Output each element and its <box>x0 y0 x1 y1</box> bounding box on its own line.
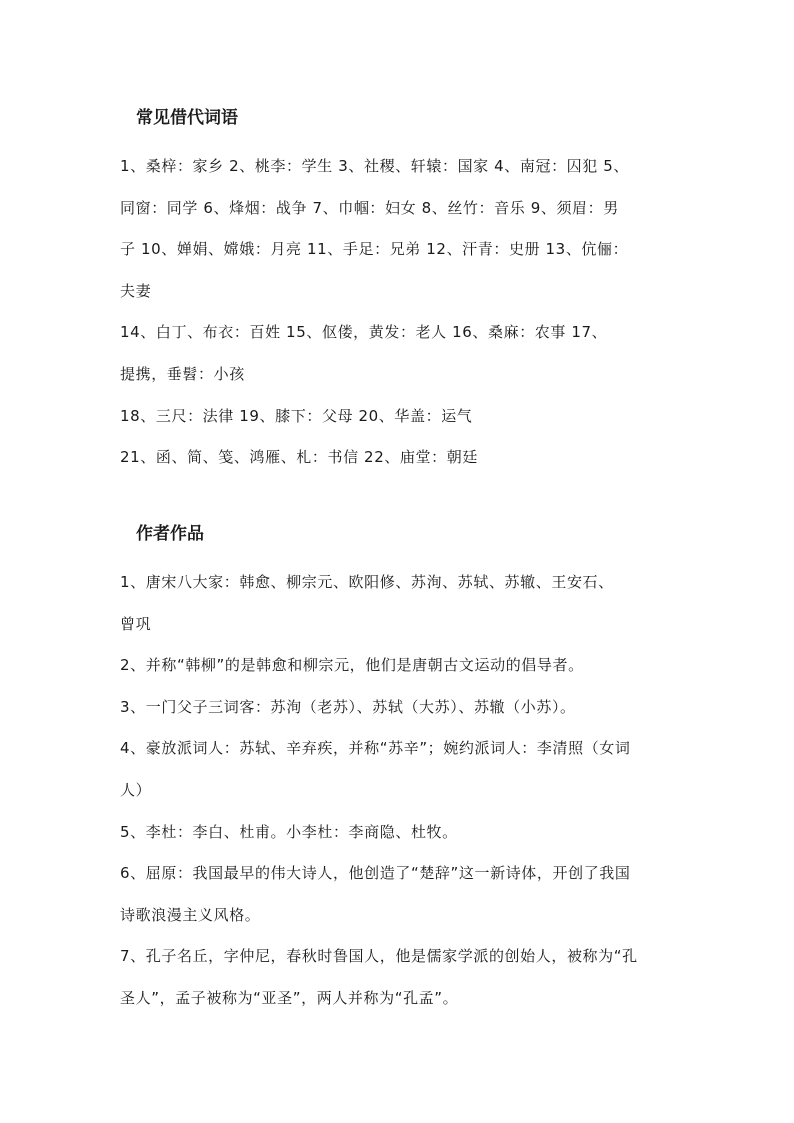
text-line: 诗歌浪漫主义风格。 <box>120 905 261 924</box>
text-line: 夫妻 <box>120 281 152 300</box>
text-line: 6、屈原：我国最早的伟大诗人，他创造了“楚辞”这一新诗体，开创了我国 <box>120 864 631 883</box>
text-line: 1、唐宋八大家：韩愈、柳宗元、欧阳修、苏洵、苏轼、苏辙、王安石、 <box>120 573 614 591</box>
paragraph <box>120 936 688 1019</box>
section-common-metonymy <box>120 106 688 479</box>
text-line: 5、李杜：李白、杜甫。小李杜：李商隐、杜牧。 <box>120 822 458 841</box>
text-line: 人） <box>120 780 152 799</box>
paragraph <box>120 645 688 687</box>
text-line: 4、豪放派词人：苏轼、辛弃疾，并称“苏辛”；婉约派词人：李清照（女词 <box>120 739 631 758</box>
section-title: 常见借代词语 <box>136 108 238 128</box>
section-authors-works <box>120 522 688 1020</box>
paragraph <box>120 437 688 479</box>
text-line: 提携，垂髫：小孩 <box>120 364 245 383</box>
text-line: 7、孔子名丘，字仲尼，春秋时鲁国人，他是儒家学派的创始人，被称为“孔 <box>120 947 638 966</box>
text-line: 1、桑梓：家乡 2、桃李：学生 3、社稷、轩辕：国家 4、南冠：囚犯 5、 <box>120 157 629 175</box>
paragraph <box>120 728 688 811</box>
paragraph <box>120 312 688 395</box>
text-line: 21、函、简、笺、鸿雁、札：书信 22、庙堂：朝廷 <box>120 448 478 467</box>
section-body <box>120 562 688 1020</box>
text-line: 2、并称“韩柳”的是韩愈和柳宗元，他们是唐朝古文运动的倡导者。 <box>120 656 584 675</box>
text-line: 曾巩 <box>120 614 152 633</box>
paragraph <box>120 396 688 438</box>
text-line: 圣人”，孟子被称为“亚圣”，两人并称为“孔孟”。 <box>120 988 459 1007</box>
text-line: 子 10、婵娟、嫦娥：月亮 11、手足：兄弟 12、汗青：史册 13、伉俪： <box>120 240 629 259</box>
section-title: 作者作品 <box>136 524 204 544</box>
paragraph <box>120 146 688 312</box>
paragraph <box>120 687 688 729</box>
paragraph <box>120 812 688 854</box>
paragraph <box>120 562 688 645</box>
text-line: 同窗：同学 6、烽烟：战争 7、巾帼：妇女 8、丝竹：音乐 9、须眉：男 <box>120 198 619 217</box>
section-body <box>120 146 688 479</box>
text-line: 18、三尺：法律 19、膝下：父母 20、华盖：运气 <box>120 406 473 425</box>
text-line: 14、白丁、布衣：百姓 15、伛偻，黄发：老人 16、桑麻：农事 17、 <box>120 323 608 342</box>
paragraph <box>120 853 688 936</box>
text-line: 3、一门父子三词客：苏洵（老苏）、苏轼（大苏）、苏辙（小苏）。 <box>120 697 576 716</box>
